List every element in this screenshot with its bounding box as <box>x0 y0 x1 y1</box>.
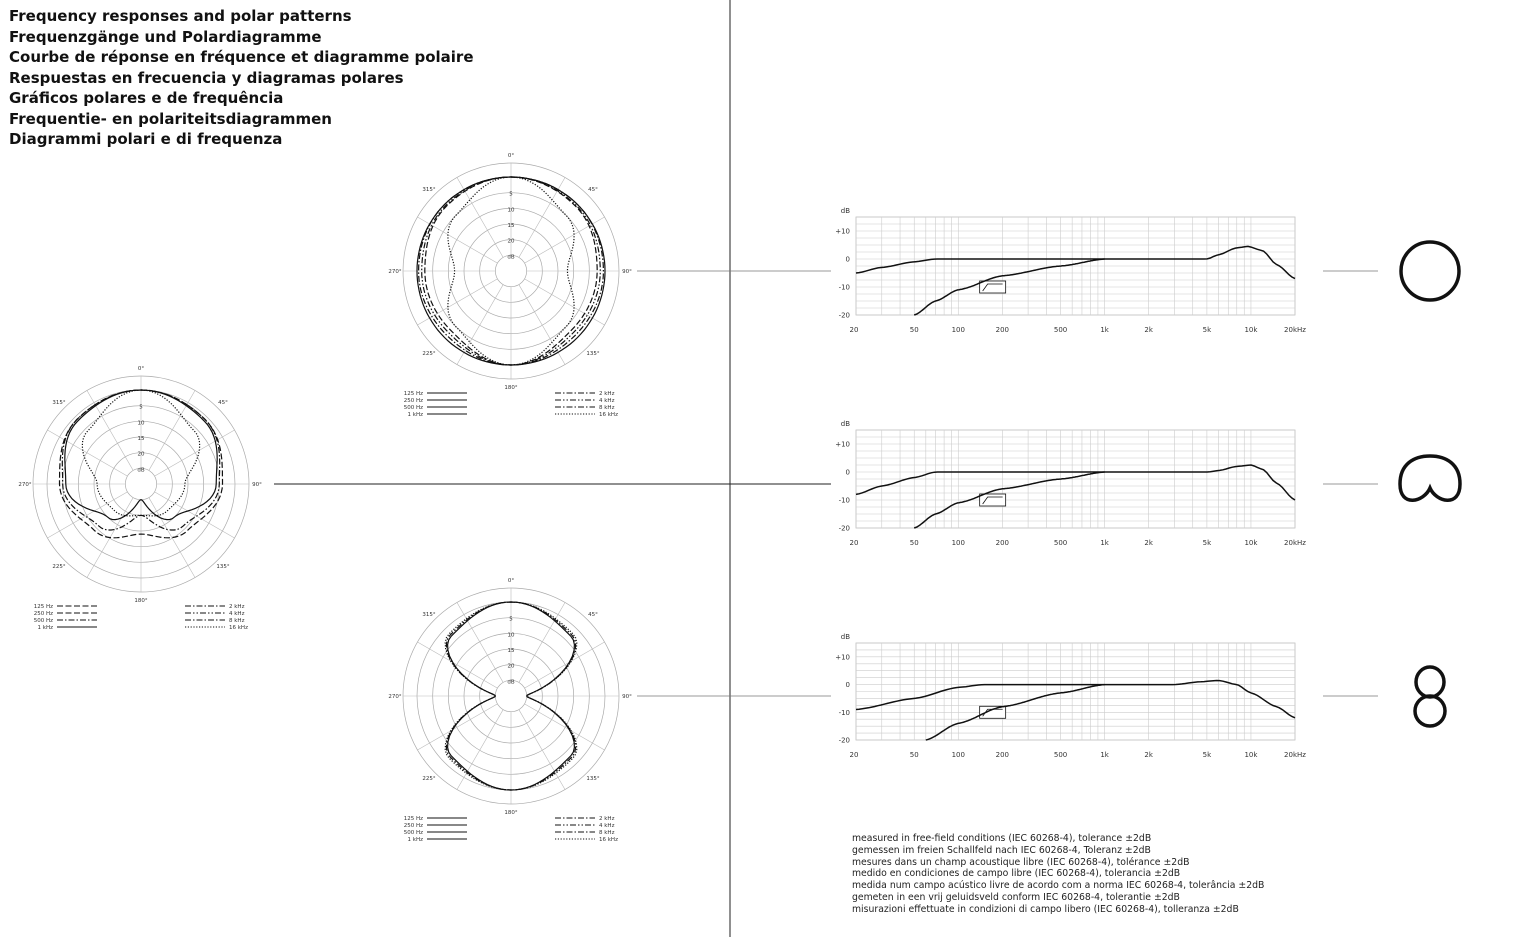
frequency-xtick: 20kHz <box>1284 539 1306 547</box>
frequency-xtick: 2k <box>1144 539 1153 547</box>
polar-angle-label: 0° <box>507 578 515 584</box>
polar-angle-label: 270° <box>18 482 32 488</box>
frequency-ytick: +10 <box>835 440 850 449</box>
low-cut-filter-icon <box>980 494 1006 506</box>
frequency-xtick: 5k <box>1202 326 1212 334</box>
frequency-xtick: 1k <box>1100 751 1109 759</box>
note-fr: mesures dans un champ acoustique libre (IEC 60268-4), tolérance ±2dB <box>852 856 1190 868</box>
frequency-xtick: 5k <box>1202 539 1212 547</box>
polar-ring-label: 20 <box>507 238 515 245</box>
frequency-xtick: 2k <box>1144 326 1153 334</box>
polar-spoke <box>457 710 503 790</box>
frequency-xtick: 500 <box>1053 539 1068 547</box>
polar-angle-label: 45° <box>588 611 598 618</box>
title-pt: Gráficos polares e de frequência <box>9 89 284 107</box>
frequency-ytick: 0 <box>845 681 850 690</box>
polar-ring-label: 15 <box>137 436 145 442</box>
polar-legend-label: 4 kHz <box>599 398 615 404</box>
frequency-ytick: -20 <box>838 524 850 533</box>
polar-legend-label: 1 kHz <box>407 837 423 843</box>
polar-spoke <box>457 602 503 682</box>
omnidirectional-icon <box>1323 242 1459 300</box>
frequency-xtick: 200 <box>995 326 1010 334</box>
cardioid-shape <box>1400 456 1460 500</box>
note-nl: gemeten in een vrij geluidsveld conform IEC 60268-4, tolerantie ±2dB <box>852 891 1180 903</box>
polar-angle-label: 225° <box>422 776 436 783</box>
low-cut-filter-icon <box>980 706 1006 718</box>
note-it: misurazioni effettuate in condizioni di campo libero (IEC 60268-4), tolleranza ±2dB <box>852 903 1239 915</box>
polar-legend-label: 1 kHz <box>407 412 423 418</box>
note-es: medido en condiciones de campo libre (IEC 60268-4), tolerancia ±2dB <box>852 868 1181 880</box>
polar-angle-label: 315° <box>422 611 436 618</box>
title-en: Frequency responses and polar patterns <box>9 7 352 25</box>
polar-angle-label: 270° <box>388 694 402 700</box>
polar-ring-label: dB <box>507 679 515 686</box>
frequency-xtick: 1k <box>1100 539 1109 547</box>
polar-angle-label: 90° <box>252 482 262 488</box>
polar-legend-label: 8 kHz <box>599 405 615 411</box>
polar-ring-label: 15 <box>507 223 515 229</box>
polar-ring-label: 10 <box>507 207 515 214</box>
polar-legend-label: 2 kHz <box>229 604 245 610</box>
polar-legend-label: 500 Hz <box>403 830 423 836</box>
polar-legend-label: 16 kHz <box>599 412 618 418</box>
polar-spoke <box>525 642 605 688</box>
polar-angle-label: 270° <box>388 269 402 275</box>
polar-legend-label: 500 Hz <box>403 405 423 411</box>
frequency-ylabel: dB <box>840 633 850 641</box>
frequency-ytick: +10 <box>835 227 850 236</box>
note-en: measured in free-field conditions (IEC 60268-4), tolerance ±2dB <box>852 833 1152 844</box>
polar-angle-label: 135° <box>586 776 600 783</box>
polar-ring-label: 15 <box>507 648 515 654</box>
polar-angle-label: 225° <box>52 564 66 571</box>
frequency-ytick: -10 <box>838 708 850 717</box>
polar-ring-label: 20 <box>507 663 515 670</box>
frequency-ylabel: dB <box>840 420 850 428</box>
frequency-ytick: 0 <box>845 255 850 264</box>
polar-chart-cardioid <box>18 366 262 631</box>
low-cut-filter-icon <box>980 281 1006 293</box>
frequency-xtick: 20 <box>849 751 859 759</box>
polar-spoke <box>417 642 497 688</box>
polar-legend-label: 125 Hz <box>403 391 423 397</box>
polar-legend-label: 4 kHz <box>599 823 615 829</box>
measurement-notes <box>852 833 1264 916</box>
polar-angle-label: 90° <box>622 269 632 275</box>
frequency-ylabel: dB <box>840 207 850 215</box>
frequency-xtick: 10k <box>1244 751 1258 759</box>
frequency-xtick: 50 <box>909 539 919 547</box>
polar-angle-label: 45° <box>218 399 228 406</box>
title-es: Respuestas en frecuencia y diagramas polares <box>9 68 404 87</box>
note-pt: medida num campo acústico livre de acordo com a norma IEC 60268-4, tolerância ±2dB <box>852 880 1265 892</box>
frequency-xtick: 5k <box>1202 751 1212 759</box>
polar-angle-label: 180° <box>134 598 148 604</box>
polar-angle-label: 135° <box>216 564 230 571</box>
frequency-ytick: +10 <box>835 653 850 662</box>
polar-legend-label: 8 kHz <box>229 618 245 624</box>
figure-eight-upper <box>1416 667 1444 697</box>
frequency-chart-cardioid <box>835 420 1306 547</box>
polar-spoke <box>155 430 235 476</box>
polar-legend-label: 250 Hz <box>403 398 423 404</box>
note-de: gemessen im freien Schallfeld nach IEC 60268-4, Toleranz ±2dB <box>852 844 1151 856</box>
frequency-xtick: 100 <box>951 539 965 547</box>
polar-ring-label: 5 <box>509 616 513 623</box>
frequency-ytick: -10 <box>838 496 850 505</box>
polar-angle-label: 0° <box>507 153 515 159</box>
frequency-series-main <box>856 465 1295 500</box>
frequency-xtick: 100 <box>951 326 965 334</box>
frequency-ytick: -20 <box>838 311 850 320</box>
title-nl: Frequentie- en polariteitsdiagrammen <box>9 109 332 128</box>
polar-legend-label: 1 kHz <box>37 625 53 631</box>
frequency-xtick: 10k <box>1244 539 1258 547</box>
polar-ring-label: 5 <box>509 191 513 198</box>
figure-eight-lower <box>1415 696 1445 726</box>
frequency-xtick: 500 <box>1053 751 1068 759</box>
title-fr: Courbe de réponse en fréquence et diagramme polaire <box>9 48 474 66</box>
polar-legend-label: 250 Hz <box>33 611 53 617</box>
polar-spoke <box>149 498 195 578</box>
frequency-chart-figure-eight <box>835 633 1306 759</box>
polar-chart-omnidirectional <box>388 153 632 418</box>
polar-ring-label: 20 <box>137 451 145 458</box>
frequency-xtick: 20kHz <box>1284 751 1306 759</box>
polar-legend-label: 2 kHz <box>599 391 615 397</box>
frequency-xtick: 200 <box>995 751 1010 759</box>
frequency-xtick: 20kHz <box>1284 326 1306 334</box>
frequency-xtick: 20 <box>849 326 859 334</box>
polar-spoke <box>417 704 497 750</box>
frequency-xtick: 50 <box>909 751 919 759</box>
polar-spoke <box>519 602 565 682</box>
polar-legend-label: 8 kHz <box>599 830 615 836</box>
polar-legend-label: 16 kHz <box>229 625 248 631</box>
polar-ring-label: dB <box>137 467 145 474</box>
polar-angle-label: 45° <box>588 186 598 193</box>
polar-angle-label: 315° <box>52 399 66 406</box>
frequency-xtick: 10k <box>1244 326 1258 334</box>
cardioid-icon <box>1323 456 1460 500</box>
polar-angle-label: 315° <box>422 186 436 193</box>
polar-spoke <box>155 492 235 538</box>
frequency-chart-omnidirectional <box>835 207 1306 334</box>
frequency-ytick: -20 <box>838 736 850 745</box>
frequency-xtick: 500 <box>1053 326 1068 334</box>
polar-legend-label: 500 Hz <box>33 618 53 624</box>
polar-ring-label: dB <box>507 254 515 261</box>
polar-angle-label: 180° <box>504 810 518 816</box>
frequency-series-main <box>856 246 1295 278</box>
frequency-xtick: 20 <box>849 539 859 547</box>
polar-spoke <box>519 710 565 790</box>
frequency-xtick: 200 <box>995 539 1010 547</box>
polar-spoke <box>525 704 605 750</box>
polar-spoke <box>149 390 195 470</box>
polar-angle-label: 225° <box>422 351 436 358</box>
polar-legend-label: 4 kHz <box>229 611 245 617</box>
polar-ring-label: 10 <box>507 632 515 639</box>
polar-spoke <box>47 492 127 538</box>
title-it: Diagrammi polari e di frequenza <box>9 130 283 148</box>
polar-ring-label: 10 <box>137 420 145 427</box>
polar-spoke <box>87 390 133 470</box>
polar-angle-label: 180° <box>504 385 518 391</box>
frequency-xtick: 2k <box>1144 751 1153 759</box>
omni-shape <box>1401 242 1459 300</box>
polar-angle-label: 135° <box>586 351 600 358</box>
polar-legend-label: 16 kHz <box>599 837 618 843</box>
polar-ring-label: 5 <box>139 404 143 411</box>
polar-legend-label: 125 Hz <box>33 604 53 610</box>
polar-angle-label: 90° <box>622 694 632 700</box>
polar-legend-label: 2 kHz <box>599 816 615 822</box>
frequency-xtick: 50 <box>909 326 919 334</box>
polar-legend-label: 125 Hz <box>403 816 423 822</box>
frequency-xtick: 100 <box>951 751 965 759</box>
frequency-xtick: 1k <box>1100 326 1109 334</box>
polar-legend-label: 250 Hz <box>403 823 423 829</box>
frequency-ytick: -10 <box>838 283 850 292</box>
polar-angle-label: 0° <box>137 366 145 372</box>
figure-eight-icon <box>1323 667 1445 726</box>
frequency-ytick: 0 <box>845 468 850 477</box>
title-de: Frequenzgänge und Polardiagramme <box>9 27 322 46</box>
polar-chart-figure-eight <box>388 578 632 843</box>
